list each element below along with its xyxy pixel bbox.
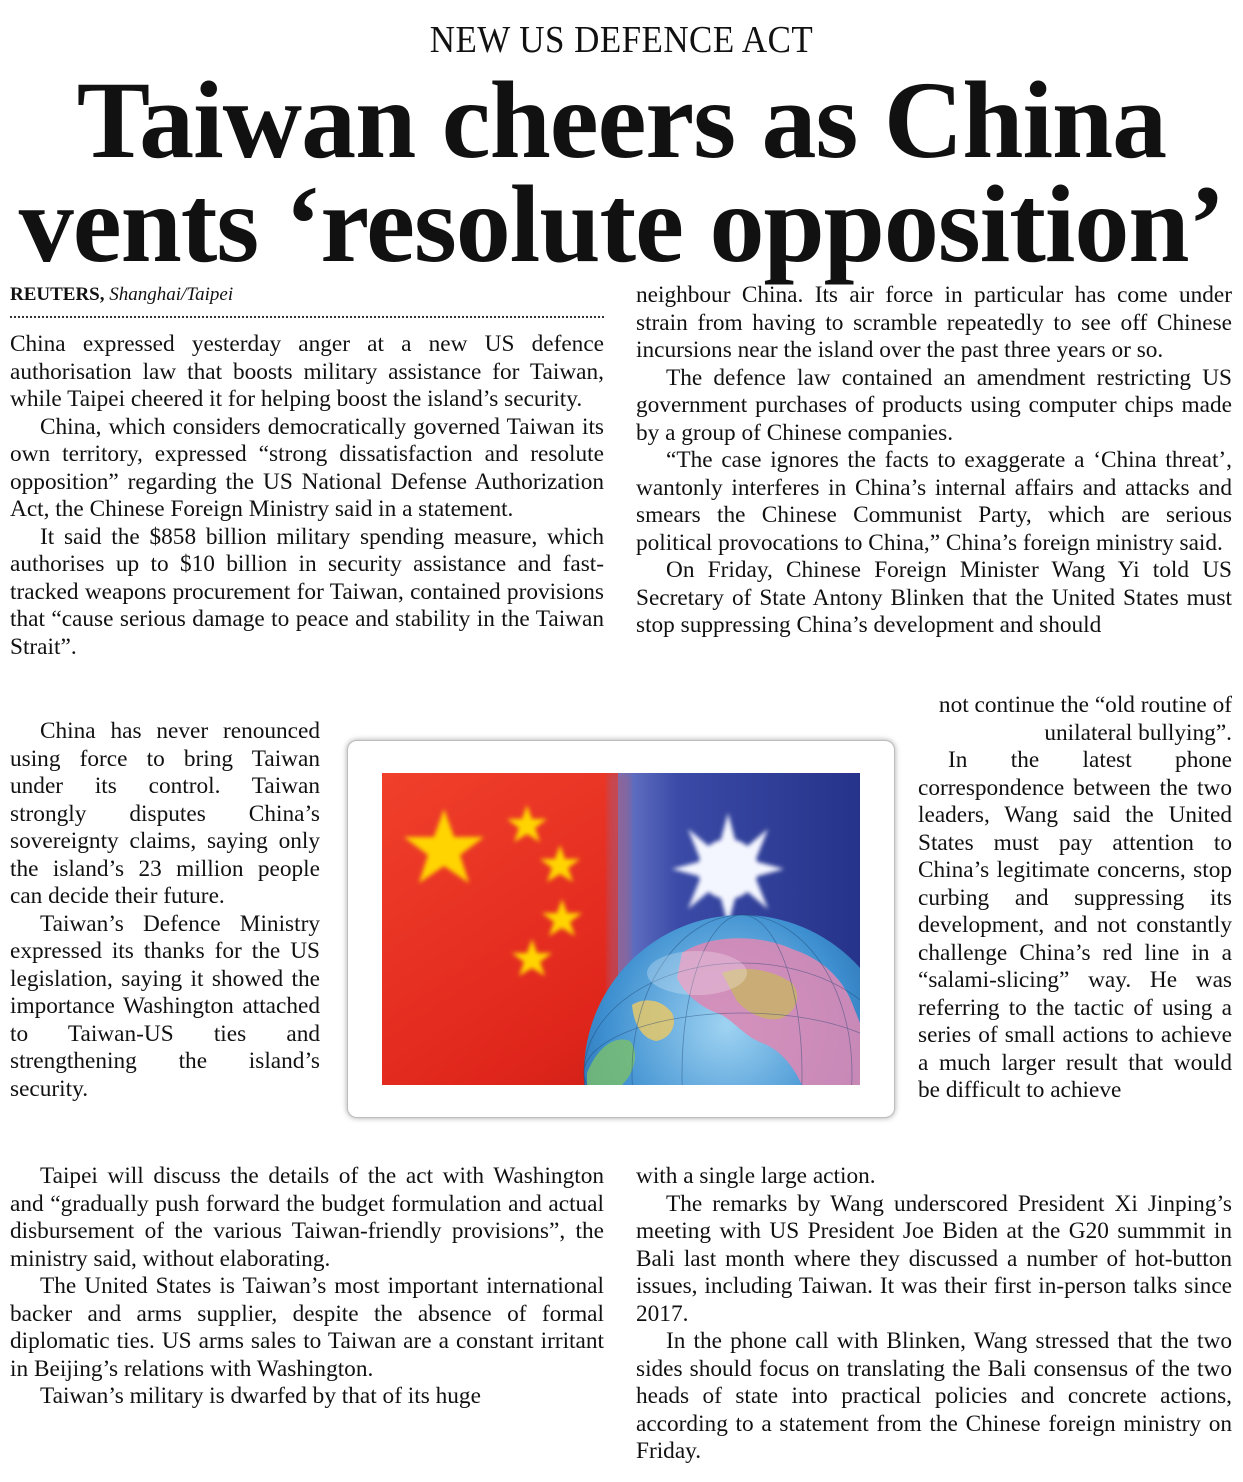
byline-divider	[10, 316, 604, 318]
paragraph-1: China expressed yesterday anger at a new US defence authorisation law that boosts military assistance for Taiwan, while Taipei cheered it for helping boost the island’s security.	[10, 331, 604, 412]
headline	[0, 59, 1243, 285]
paragraph-3: It said the $858 billion military spending measure, which authorises up to $10 billion in security assistance and fast-tracked weapons procurement for Taiwan, contained provisions that “cause serious damage to peace and stability in the Taiwan Strait”.	[10, 523, 604, 660]
right-column-top	[636, 282, 1232, 640]
paragraph-5: Taiwan’s Defence Ministry expressed its thanks for the US legislation, saying it showed the importance Washington attached to Taiwan-US ties and strengthening the island’s security.	[10, 910, 320, 1102]
paragraph-13: The remarks by Wang underscored President Xi Jinping’s meeting with US President Joe Biden at the G20 summmit in Bali last month where they discussed a number of hot-button issues, including Taiwan. It was their first in-person talks since 2017.	[636, 1190, 1232, 1327]
paragraph-4: China has never renounced using force to bring Taiwan under its control. Taiwan strongly disputes China’s sovereignty claims, saying only the island’s 23 million people can decide their future.	[10, 718, 320, 909]
left-column-top	[10, 331, 604, 661]
paragraph-10: “The case ignores the facts to exaggerate a ‘China threat’, wantonly interferes in China’s internal affairs and attacks and smears the Chinese Communist Party, which are serious political provocations to China,” China’s foreign ministry said.	[636, 447, 1232, 556]
right-column-narrow	[918, 692, 1232, 1105]
left-column-narrow	[10, 718, 320, 1103]
right-column-bottom	[636, 1163, 1232, 1466]
flags-globe-photo	[382, 773, 860, 1085]
byline-agency: REUTERS,	[10, 284, 105, 305]
paragraph-12: In the latest phone correspondence between the two leaders, Wang said the United States must pay attention to China’s legitimate concerns, stop curbing and suppressing its development, and not constantly challenge China’s red line in a “salami-slicing” way. He was referring to the tactic of using a series of small actions to achieve a much larger result that would be difficult to achieve	[918, 747, 1232, 1103]
paragraph-8: Taiwan’s military is dwarfed by that of its huge	[40, 1383, 481, 1409]
kicker: NEW US DEFENCE ACT	[429, 19, 814, 61]
paragraph-11-continued: not continue the “old routine of unilateral bullying”.	[938, 692, 1232, 746]
byline	[10, 284, 604, 306]
paragraph-7: The United States is Taiwan’s most important international backer and arms supplier, despite the absence of formal diplomatic ties. US arms sales to Taiwan are a constant irritant in Beijing’s relations with Washington.	[10, 1273, 604, 1382]
left-column-bottom	[10, 1163, 604, 1411]
paragraph-6: Taipei will discuss the details of the act with Washington and “gradually push forward the budget formulation and actual disbursement of the various Taiwan-friendly provisions”, the ministry said, without elaborating.	[10, 1163, 604, 1272]
article-photo-frame	[347, 740, 895, 1118]
headline-line-2: vents ‘resolute opposition’	[18, 163, 1225, 285]
paragraph-11: On Friday, Chinese Foreign Minister Wang Yi told US Secretary of State Antony Blinken that the United States must stop suppressing China’s development and should	[636, 557, 1232, 638]
paragraph-9: The defence law contained an amendment restricting US government purchases of products using computer chips made by a group of Chinese companies.	[636, 364, 1232, 446]
paragraph-8-continued: neighbour China. Its air force in particular has come under strain from having to scramble repeatedly to see off Chinese incursions near the island over the past three years or so.	[636, 282, 1232, 363]
headline-line-1: Taiwan cheers as China	[76, 59, 1167, 181]
paragraph-12-continued: with a single large action.	[636, 1163, 876, 1189]
taiwan-flag-sun	[672, 813, 784, 925]
paragraph-2: China, which considers democratically governed Taiwan its own territory, expressed “strong dissatisfaction and resolute opposition” regarding the US National Defense Authorization Act, the Chinese Foreign Ministry said in a statement.	[10, 413, 604, 522]
paragraph-14: In the phone call with Blinken, Wang stressed that the two sides should focus on translating the Bali consensus of the two heads of state into practical policies and concrete actions, according to a statement from the Chinese foreign ministry on Friday.	[636, 1328, 1232, 1464]
byline-location: Shanghai/Taipei	[109, 284, 234, 305]
